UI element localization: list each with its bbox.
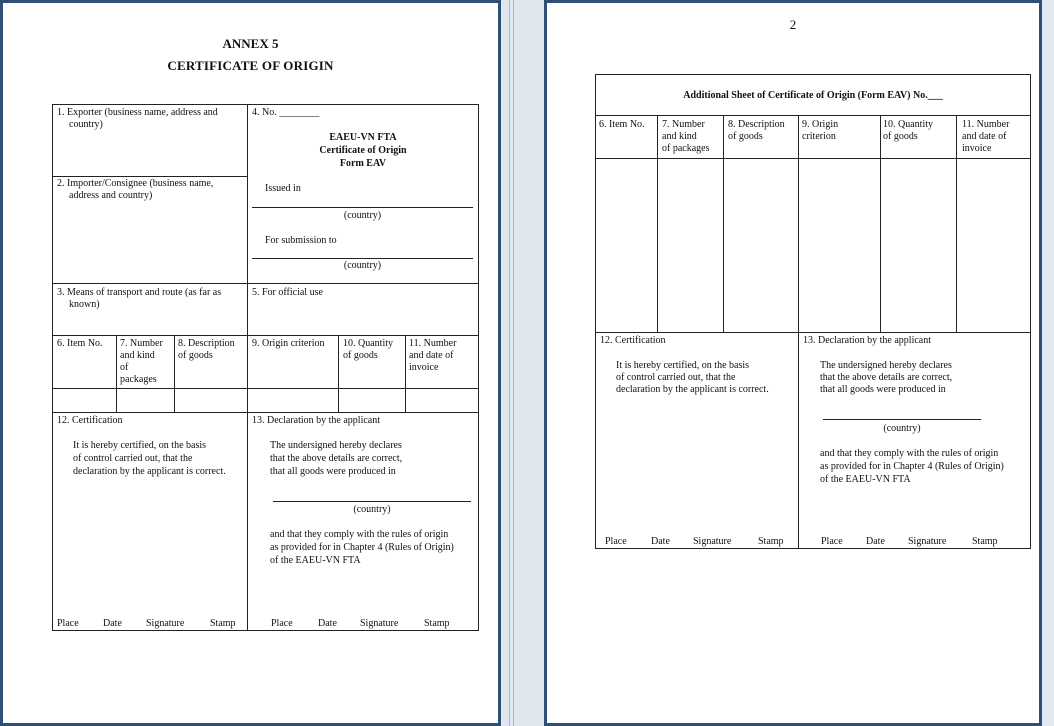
col7-header-line4: packages bbox=[120, 374, 157, 385]
p2-cert-line1: It is hereby certified, on the basis bbox=[616, 360, 750, 371]
p2-col11-header-line1: 11. Number bbox=[962, 119, 1010, 130]
col11-header-line3: invoice bbox=[409, 362, 439, 373]
p2-cert-line3: declaration by the applicant is correct. bbox=[616, 384, 769, 395]
box2-label-line2: address and country) bbox=[69, 190, 153, 201]
p2-sig-stamp-12: Stamp bbox=[758, 536, 784, 547]
sig-place-12: Place bbox=[57, 618, 79, 629]
box12-label: 12. Certification bbox=[57, 415, 123, 426]
col9-header: 9. Origin criterion bbox=[252, 338, 325, 349]
col7-header-line1: 7. Number bbox=[120, 338, 163, 349]
p2-sig-date-13: Date bbox=[866, 536, 885, 547]
decl-line1: The undersigned hereby declares bbox=[270, 440, 402, 451]
page-1 bbox=[0, 0, 501, 726]
p2-comply-line2: as provided for in Chapter 4 (Rules of Origin) bbox=[820, 461, 1004, 472]
country-label-3: (country) bbox=[353, 504, 391, 515]
p2-col10-header-line2: of goods bbox=[883, 131, 918, 142]
issued-in-label: Issued in bbox=[265, 183, 301, 194]
box1-label-line2: country) bbox=[69, 119, 103, 130]
box13-label: 13. Declaration by the applicant bbox=[252, 415, 381, 426]
comply-line3: of the EAEU-VN FTA bbox=[270, 555, 361, 566]
p2-col11-header-line2: and date of bbox=[962, 131, 1007, 142]
form-name-line1: EAEU-VN FTA bbox=[329, 132, 397, 143]
col11-header-line2: and date of bbox=[409, 350, 454, 361]
col7-header-line3: of bbox=[120, 362, 129, 373]
form-name-line3: Form EAV bbox=[339, 158, 387, 169]
page-2 bbox=[544, 0, 1042, 726]
p2-sig-date-12: Date bbox=[651, 536, 670, 547]
box2-label-line1: 2. Importer/Consignee (business name, bbox=[57, 178, 214, 189]
col10-header-line2: of goods bbox=[343, 350, 378, 361]
col11-header-line1: 11. Number bbox=[409, 338, 457, 349]
form-name-line2: Certificate of Origin bbox=[319, 145, 407, 156]
decl-line3: that all goods were produced in bbox=[270, 466, 396, 477]
sig-place-13: Place bbox=[271, 618, 293, 629]
p2-col7-header-line2: and kind bbox=[662, 131, 697, 142]
p2-sig-place-12: Place bbox=[605, 536, 627, 547]
submission-label: For submission to bbox=[265, 235, 337, 246]
p2-decl-line2: that the above details are correct, bbox=[820, 372, 953, 383]
annex-title: ANNEX 5 bbox=[222, 36, 279, 51]
col8-header-line2: of goods bbox=[178, 350, 213, 361]
sig-stamp-13: Stamp bbox=[424, 618, 450, 629]
cert-line1: It is hereby certified, on the basis bbox=[73, 440, 207, 451]
page-number: 2 bbox=[789, 17, 797, 32]
col6-header: 6. Item No. bbox=[57, 338, 103, 349]
sig-signature-13: Signature bbox=[360, 618, 399, 629]
p2-comply-line1: and that they comply with the rules of origin bbox=[820, 448, 999, 459]
p2-cert-line2: of control carried out, that the bbox=[616, 372, 736, 383]
p2-col10-header-line1: 10. Quantity bbox=[883, 119, 933, 130]
p2-col8-header-line1: 8. Description bbox=[728, 119, 785, 130]
cert-line3: declaration by the applicant is correct. bbox=[73, 466, 226, 477]
p2-box13-label: 13. Declaration by the applicant bbox=[803, 335, 932, 346]
country-label-1: (country) bbox=[343, 210, 382, 221]
p2-sig-stamp-13: Stamp bbox=[972, 536, 998, 547]
box3-label-line1: 3. Means of transport and route (as far as bbox=[57, 287, 222, 298]
comply-line1: and that they comply with the rules of origin bbox=[270, 529, 449, 540]
decl-line2: that the above details are correct, bbox=[270, 453, 403, 464]
cert-line2: of control carried out, that the bbox=[73, 453, 193, 464]
p2-sig-place-13: Place bbox=[821, 536, 843, 547]
col8-header-line1: 8. Description bbox=[178, 338, 235, 349]
p2-col9-header-line2: criterion bbox=[802, 131, 836, 142]
p2-col7-header-line3: of packages bbox=[662, 143, 710, 154]
box3-label-line2: known) bbox=[69, 299, 100, 310]
box4-label: 4. No. ________ bbox=[252, 107, 320, 118]
p2-country-label: (country) bbox=[883, 423, 921, 434]
p2-decl-line1: The undersigned hereby declares bbox=[820, 360, 952, 371]
sig-date-13: Date bbox=[318, 618, 337, 629]
p2-col6-header: 6. Item No. bbox=[599, 119, 645, 130]
p2-col8-header-line2: of goods bbox=[728, 131, 763, 142]
p2-col7-header-line1: 7. Number bbox=[662, 119, 705, 130]
box5-label: 5. For official use bbox=[252, 287, 323, 298]
box1-label-line1: 1. Exporter (business name, address and bbox=[57, 107, 218, 118]
col10-header-line1: 10. Quantity bbox=[343, 338, 393, 349]
sheet-title: Additional Sheet of Certificate of Origin (Form EAV) No.___ bbox=[683, 90, 943, 101]
col7-header-line2: and kind bbox=[120, 350, 155, 361]
p2-col11-header-line3: invoice bbox=[962, 143, 992, 154]
p2-box12-label: 12. Certification bbox=[600, 335, 666, 346]
sig-date-12: Date bbox=[103, 618, 122, 629]
sig-stamp-12: Stamp bbox=[210, 618, 236, 629]
p2-col9-header-line1: 9. Origin bbox=[802, 119, 839, 130]
p2-sig-signature-12: Signature bbox=[693, 536, 732, 547]
p2-decl-line3: that all goods were produced in bbox=[820, 384, 946, 395]
p2-sig-signature-13: Signature bbox=[908, 536, 947, 547]
p2-comply-line3: of the EAEU-VN FTA bbox=[820, 474, 911, 485]
page-gutter bbox=[501, 0, 544, 726]
comply-line2: as provided for in Chapter 4 (Rules of Origin) bbox=[270, 542, 454, 553]
sig-signature-12: Signature bbox=[146, 618, 185, 629]
certificate-title: CERTIFICATE OF ORIGIN bbox=[167, 58, 334, 73]
viewer-edge bbox=[1042, 0, 1054, 726]
country-label-2: (country) bbox=[343, 260, 382, 271]
